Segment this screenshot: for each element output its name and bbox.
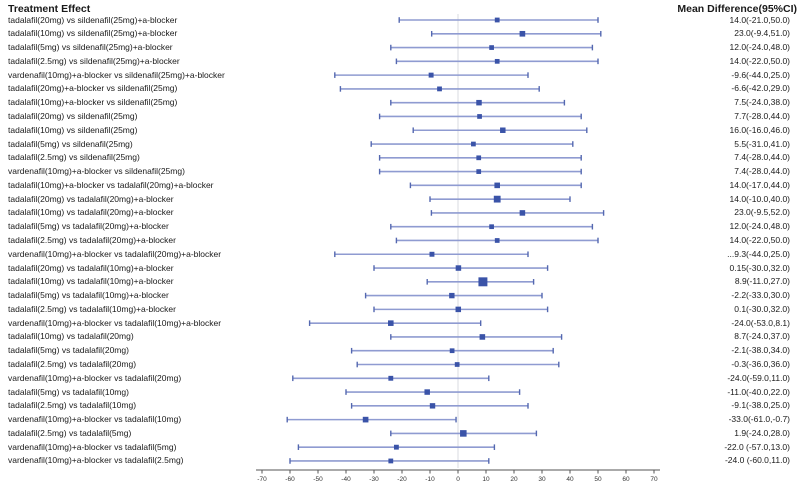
axis-tick-label: 70 bbox=[650, 476, 658, 483]
axis-tick-label: 30 bbox=[538, 476, 546, 483]
row-value: 16.0(-16.0,46.0) bbox=[729, 124, 790, 135]
point-estimate-marker bbox=[450, 348, 455, 353]
row-label: tadalafil(2.5mg) vs sildenafil(25mg) bbox=[8, 152, 140, 163]
point-estimate-marker bbox=[460, 430, 467, 437]
point-estimate-marker bbox=[500, 127, 505, 132]
point-estimate-marker bbox=[480, 334, 486, 340]
row-value: 8.7(-24.0,37.0) bbox=[734, 331, 790, 342]
point-estimate-marker bbox=[520, 210, 526, 216]
point-estimate-marker bbox=[478, 277, 487, 286]
row-value: -2.1(-38.0,34.0) bbox=[731, 345, 790, 356]
row-value: 7.4(-28.0,44.0) bbox=[734, 152, 790, 163]
row-value: 12.0(-24.0,48.0) bbox=[729, 42, 790, 53]
point-estimate-marker bbox=[456, 265, 461, 270]
row-label: tadalafil(10mg) vs tadalafil(20mg) bbox=[8, 331, 134, 342]
row-label: tadalafil(20mg) vs tadalafil(20mg)+a-blocker bbox=[8, 193, 174, 204]
row-label: tadalafil(20mg) vs tadalafil(10mg)+a-blocker bbox=[8, 262, 174, 273]
point-estimate-marker bbox=[494, 196, 501, 203]
row-label: vardenafil(10mg)+a-blocker vs tadalafil(20mg) bbox=[8, 372, 182, 383]
axis-tick-label: -20 bbox=[397, 476, 407, 483]
point-estimate-marker bbox=[476, 100, 481, 105]
row-label: vardenafil(10mg)+a-blocker vs tadalafil(5mg) bbox=[8, 441, 177, 452]
row-value: 14.0(-22.0,50.0) bbox=[729, 55, 790, 66]
point-estimate-marker bbox=[495, 18, 500, 23]
point-estimate-marker bbox=[456, 307, 461, 312]
point-estimate-marker bbox=[394, 445, 399, 450]
row-value: -33.0(-61.0,-0.7) bbox=[728, 414, 790, 425]
row-label: tadalafil(2.5mg) vs tadalafil(20mg) bbox=[8, 359, 137, 369]
row-label: vardenafil(10mg)+a-blocker vs sildenafil(25mg)+a-blocker bbox=[8, 69, 225, 80]
row-label: tadalafil(10mg)+a-blocker vs sildenafil(25mg) bbox=[8, 97, 178, 108]
row-label: tadalafil(10mg) vs tadalafil(20mg)+a-blocker bbox=[8, 207, 174, 218]
point-estimate-marker bbox=[476, 169, 481, 174]
point-estimate-marker bbox=[455, 362, 460, 367]
row-label: tadalafil(5mg) vs tadalafil(20mg)+a-blocker bbox=[8, 221, 169, 232]
row-label: tadalafil(2.5mg) vs tadalafil(5mg) bbox=[8, 427, 132, 438]
point-estimate-marker bbox=[388, 376, 393, 381]
row-label: tadalafil(5mg) vs tadalafil(20mg) bbox=[8, 345, 129, 356]
row-value: -6.6(-42.0,29.0) bbox=[731, 83, 790, 94]
point-estimate-marker bbox=[495, 59, 500, 64]
row-value: 8.9(-11.0,27.0) bbox=[734, 276, 790, 287]
row-value: 0.1(-30.0,32.0) bbox=[734, 303, 790, 314]
row-value: 14.0(-10.0,40.0) bbox=[729, 193, 790, 204]
row-label: vardenafil(10mg)+a-blocker vs tadalafil(2.5mg) bbox=[8, 455, 184, 466]
row-label: tadalafil(2.5mg) vs tadalafil(10mg) bbox=[8, 400, 137, 411]
row-label: tadalafil(2.5mg) vs tadalafil(10mg)+a-blocker bbox=[8, 303, 176, 314]
point-estimate-marker bbox=[476, 155, 481, 160]
row-value: -9.6(-44.0,25.0) bbox=[731, 69, 790, 80]
point-estimate-marker bbox=[388, 459, 393, 464]
row-value: 12.0(-24.0,48.0) bbox=[729, 221, 790, 232]
row-value: ...9.3(-44.0,25.0) bbox=[727, 248, 790, 259]
row-label: tadalafil(2.5mg) vs tadalafil(20mg)+a-blocker bbox=[8, 234, 176, 245]
row-label: vardenafil(10mg)+a-blocker vs sildenafil(25mg) bbox=[8, 166, 185, 177]
row-label: tadalafil(10mg) vs sildenafil(25mg)+a-blocker bbox=[8, 28, 178, 39]
axis-tick-label: -10 bbox=[425, 476, 435, 483]
point-estimate-marker bbox=[429, 252, 434, 257]
axis-tick-label: 10 bbox=[482, 476, 490, 483]
row-label: vardenafil(10mg)+a-blocker vs tadalafil(10mg)+a-blocker bbox=[8, 317, 222, 328]
point-estimate-marker bbox=[449, 293, 454, 298]
axis-tick-label: -70 bbox=[257, 476, 267, 483]
row-value: -22.0 (-57.0,13.0) bbox=[724, 441, 790, 452]
row-value: 0.15(-30.0,32.0) bbox=[729, 262, 790, 273]
point-estimate-marker bbox=[520, 31, 526, 37]
column-header-treatment-effect: Treatment Effect bbox=[8, 3, 91, 15]
row-value: -2.2(-33.0,30.0) bbox=[731, 290, 790, 301]
axis-tick-label: 0 bbox=[456, 476, 460, 483]
point-estimate-marker bbox=[437, 87, 442, 92]
row-value: -24.0(-59.0,11.0) bbox=[727, 372, 790, 383]
column-header-mean-difference: Mean Difference(95%CI) bbox=[677, 3, 797, 15]
axis-tick-label: -30 bbox=[369, 476, 379, 483]
row-value: 14.0(-17.0,44.0) bbox=[729, 179, 790, 190]
row-value: -24.0 (-60.0,11.0) bbox=[724, 455, 790, 466]
row-label: tadalafil(20mg) vs sildenafil(25mg) bbox=[8, 110, 138, 121]
row-label: tadalafil(5mg) vs sildenafil(25mg)+a-blocker bbox=[8, 42, 173, 53]
axis-tick-label: 40 bbox=[566, 476, 574, 483]
row-value: 7.4(-28.0,44.0) bbox=[734, 166, 790, 177]
row-value: -0.3(-36.0,36.0) bbox=[731, 359, 790, 369]
row-value: 14.0(-21.0,50.0) bbox=[729, 14, 790, 25]
row-label: tadalafil(5mg) vs sildenafil(25mg) bbox=[8, 138, 133, 149]
row-label: vardenafil(10mg)+a-blocker vs tadalafil(20mg)+a-blocker bbox=[8, 248, 222, 259]
row-value: -11.0(-40.0,22.0) bbox=[727, 386, 790, 397]
point-estimate-marker bbox=[429, 73, 434, 78]
axis-tick-label: -60 bbox=[285, 476, 295, 483]
point-estimate-marker bbox=[489, 45, 494, 50]
row-label: tadalafil(10mg)+a-blocker vs tadalafil(20mg)+a-blocker bbox=[8, 179, 214, 190]
row-value: 23.0(-9.5,52.0) bbox=[734, 207, 790, 218]
axis-tick-label: 60 bbox=[622, 476, 630, 483]
point-estimate-marker bbox=[388, 320, 394, 326]
row-label: tadalafil(20mg) vs sildenafil(25mg)+a-blocker bbox=[8, 14, 178, 25]
row-label: tadalafil(5mg) vs tadalafil(10mg) bbox=[8, 386, 129, 397]
point-estimate-marker bbox=[489, 224, 494, 229]
point-estimate-marker bbox=[363, 417, 369, 423]
row-label: tadalafil(10mg) vs sildenafil(25mg) bbox=[8, 124, 138, 135]
axis-tick-label: 20 bbox=[510, 476, 518, 483]
row-value: 14.0(-22.0,50.0) bbox=[729, 234, 790, 245]
axis-tick-label: -40 bbox=[341, 476, 351, 483]
point-estimate-marker bbox=[430, 403, 435, 408]
row-value: -24.0(-53.0,8.1) bbox=[731, 317, 790, 328]
point-estimate-marker bbox=[494, 183, 500, 189]
row-label: tadalafil(10mg) vs tadalafil(10mg)+a-blocker bbox=[8, 276, 174, 287]
point-estimate-marker bbox=[424, 389, 429, 394]
row-value: 7.5(-24.0,38.0) bbox=[734, 97, 790, 108]
row-value: -9.1(-38.0,25.0) bbox=[731, 400, 790, 411]
point-estimate-marker bbox=[495, 238, 500, 243]
row-label: tadalafil(20mg)+a-blocker vs sildenafil(25mg) bbox=[8, 83, 178, 94]
row-value: 23.0(-9.4,51.0) bbox=[734, 28, 790, 39]
axis-tick-label: 50 bbox=[594, 476, 602, 483]
row-value: 1.9(-24.0,28.0) bbox=[734, 427, 790, 438]
axis-tick-label: -50 bbox=[313, 476, 323, 483]
point-estimate-marker bbox=[471, 142, 476, 147]
row-label: tadalafil(5mg) vs tadalafil(10mg)+a-blocker bbox=[8, 290, 169, 301]
row-label: vardenafil(10mg)+a-blocker vs tadalafil(10mg) bbox=[8, 414, 182, 425]
row-label: tadalafil(2.5mg) vs sildenafil(25mg)+a-blocker bbox=[8, 55, 180, 66]
point-estimate-marker bbox=[477, 114, 482, 119]
row-value: 7.7(-28.0,44.0) bbox=[734, 110, 790, 121]
row-value: 5.5(-31.0,41.0) bbox=[734, 138, 790, 149]
